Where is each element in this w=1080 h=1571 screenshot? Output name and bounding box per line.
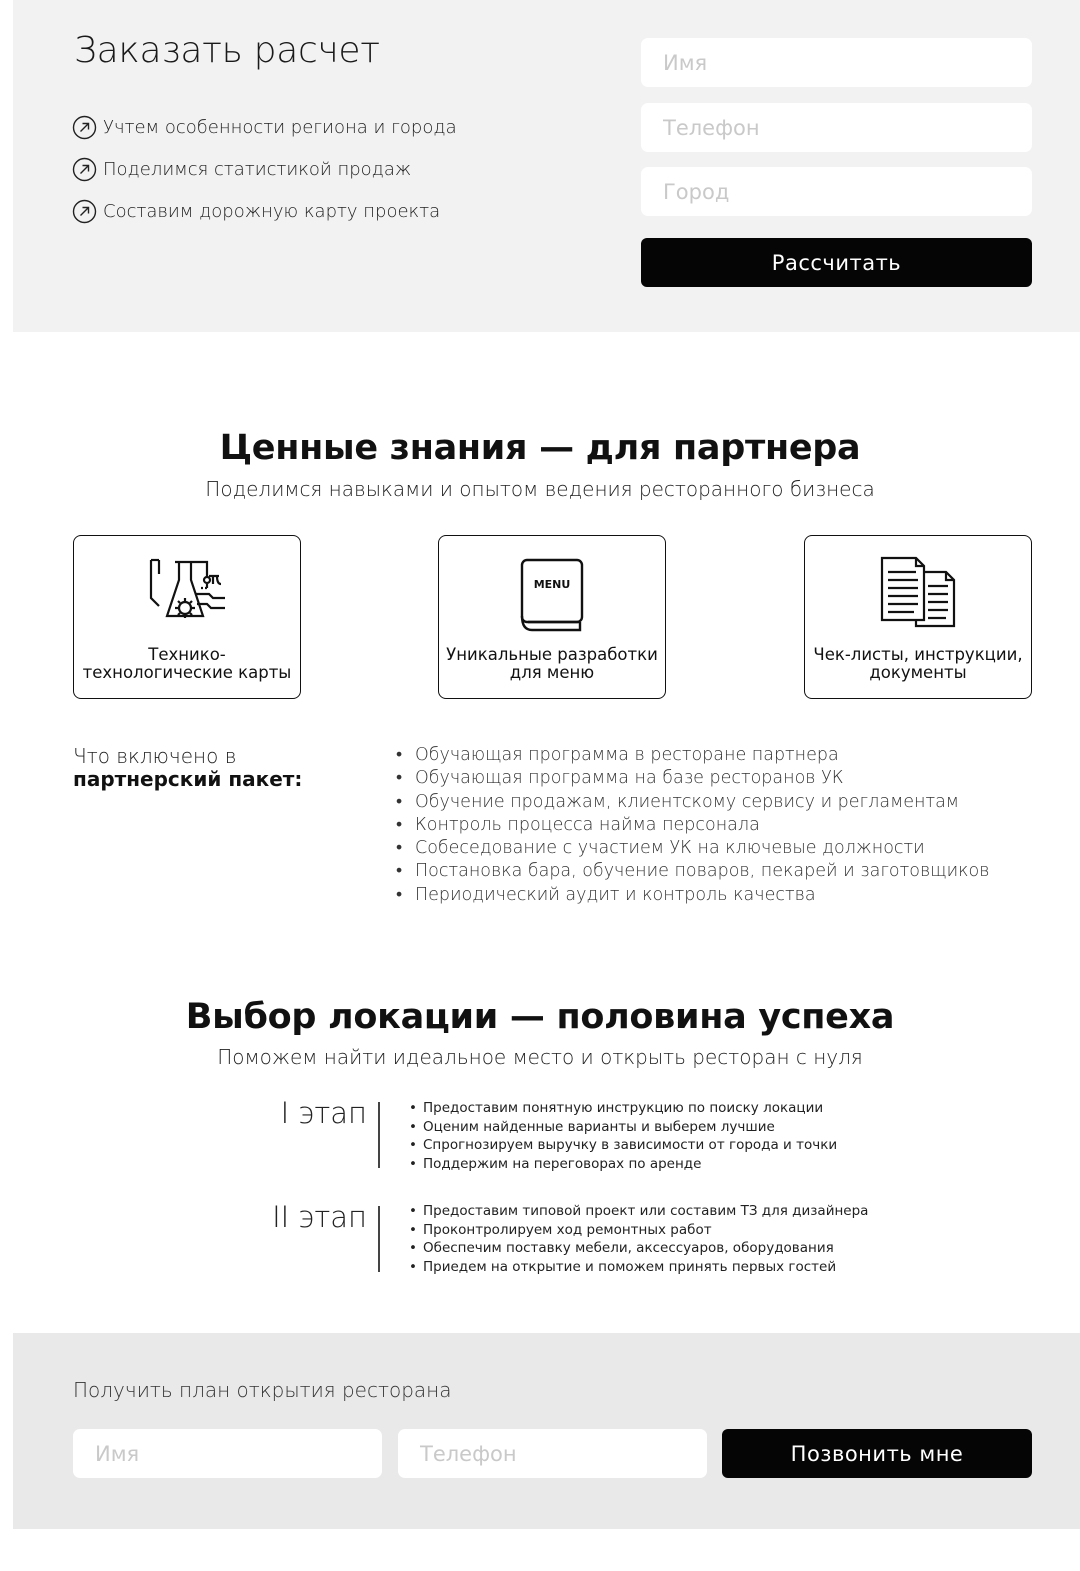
package-list — [396, 744, 990, 907]
order-benefit-item — [72, 106, 457, 148]
lab-flask-gear-icon — [147, 554, 227, 632]
list-item: • Приедем на открытие и поможем принять первых гостей — [409, 1258, 868, 1277]
list-item: • Предоставим типовой проект или составим ТЗ для дизайнера — [409, 1202, 868, 1221]
documents-icon — [878, 554, 958, 630]
package-title — [73, 745, 302, 791]
stage-title: I этап — [280, 1096, 367, 1130]
stage-list — [409, 1202, 868, 1277]
card-tech-maps — [73, 535, 301, 699]
order-benefit-item — [72, 148, 457, 190]
arrow-up-right-icon — [72, 199, 97, 224]
order-benefit-text: Учтем особенности региона и города — [103, 116, 457, 138]
order-name-input[interactable] — [641, 38, 1032, 87]
card-label: Уникальные разработки для меню — [446, 645, 658, 682]
list-item: • Предоставим понятную инструкцию по поиску локации — [409, 1099, 837, 1118]
order-benefits-list — [72, 106, 457, 232]
order-benefit-item — [72, 190, 457, 232]
list-item: • Обучение продажам, клиентскому сервису и регламентам — [396, 791, 990, 814]
package-title-line1: Что включено в — [73, 744, 237, 768]
list-item: • Обеспечим поставку мебели, аксессуаров, оборудования — [409, 1239, 868, 1258]
list-item: • Периодический аудит и контроль качества — [396, 884, 990, 907]
knowledge-subtitle: Поделимся навыками и опытом ведения ресторанного бизнеса — [205, 477, 875, 501]
calculate-button[interactable]: Рассчитать — [641, 238, 1032, 287]
list-item: • Контроль процесса найма персонала — [396, 814, 990, 837]
list-item: • Собеседование с участием УК на ключевые должности — [396, 837, 990, 860]
order-title: Заказать расчет — [74, 30, 380, 71]
card-label: Технико-технологические карты — [82, 645, 292, 682]
order-benefit-text: Поделимся статистикой продаж — [103, 158, 412, 180]
plan-name-input[interactable] — [73, 1429, 382, 1478]
package-title-line2: партнерский пакет: — [73, 767, 303, 791]
menu-book-icon — [518, 554, 586, 634]
plan-title: Получить план открытия ресторана — [73, 1378, 452, 1402]
stage-divider — [378, 1206, 380, 1272]
stage-list — [409, 1099, 837, 1174]
list-item: • Спрогнозируем выручку в зависимости от города и точки — [409, 1136, 837, 1155]
menu-icon-text: MENU — [533, 578, 571, 591]
list-item: • Поддержим на переговорах по аренде — [409, 1155, 837, 1174]
call-me-button[interactable]: Позвонить мне — [722, 1429, 1032, 1478]
knowledge-title: Ценные знания — для партнера — [219, 428, 861, 468]
order-phone-input[interactable] — [641, 103, 1032, 152]
list-item: • Постановка бара, обучение поваров, пекарей и заготовщиков — [396, 860, 990, 883]
list-item: • Проконтролируем ход ремонтных работ — [409, 1221, 868, 1240]
stage-divider — [378, 1102, 380, 1168]
card-checklists — [804, 535, 1032, 699]
plan-phone-input[interactable] — [398, 1429, 707, 1478]
list-item: • Обучающая программа в ресторане партнера — [396, 744, 990, 767]
location-title: Выбор локации — половина успеха — [185, 997, 895, 1037]
order-benefit-text: Составим дорожную карту проекта — [103, 200, 441, 222]
list-item: • Оценим найденные варианты и выберем лучшие — [409, 1118, 837, 1137]
card-menu-development — [438, 535, 666, 699]
location-subtitle: Поможем найти идеальное место и открыть ресторан с нуля — [217, 1045, 863, 1069]
order-city-input[interactable] — [641, 167, 1032, 216]
card-label: Чек-листы, инструкции, документы — [813, 645, 1023, 682]
arrow-up-right-icon — [72, 115, 97, 140]
list-item: • Обучающая программа на базе ресторанов УК — [396, 767, 990, 790]
arrow-up-right-icon — [72, 157, 97, 182]
stage-title: II этап — [272, 1200, 367, 1234]
